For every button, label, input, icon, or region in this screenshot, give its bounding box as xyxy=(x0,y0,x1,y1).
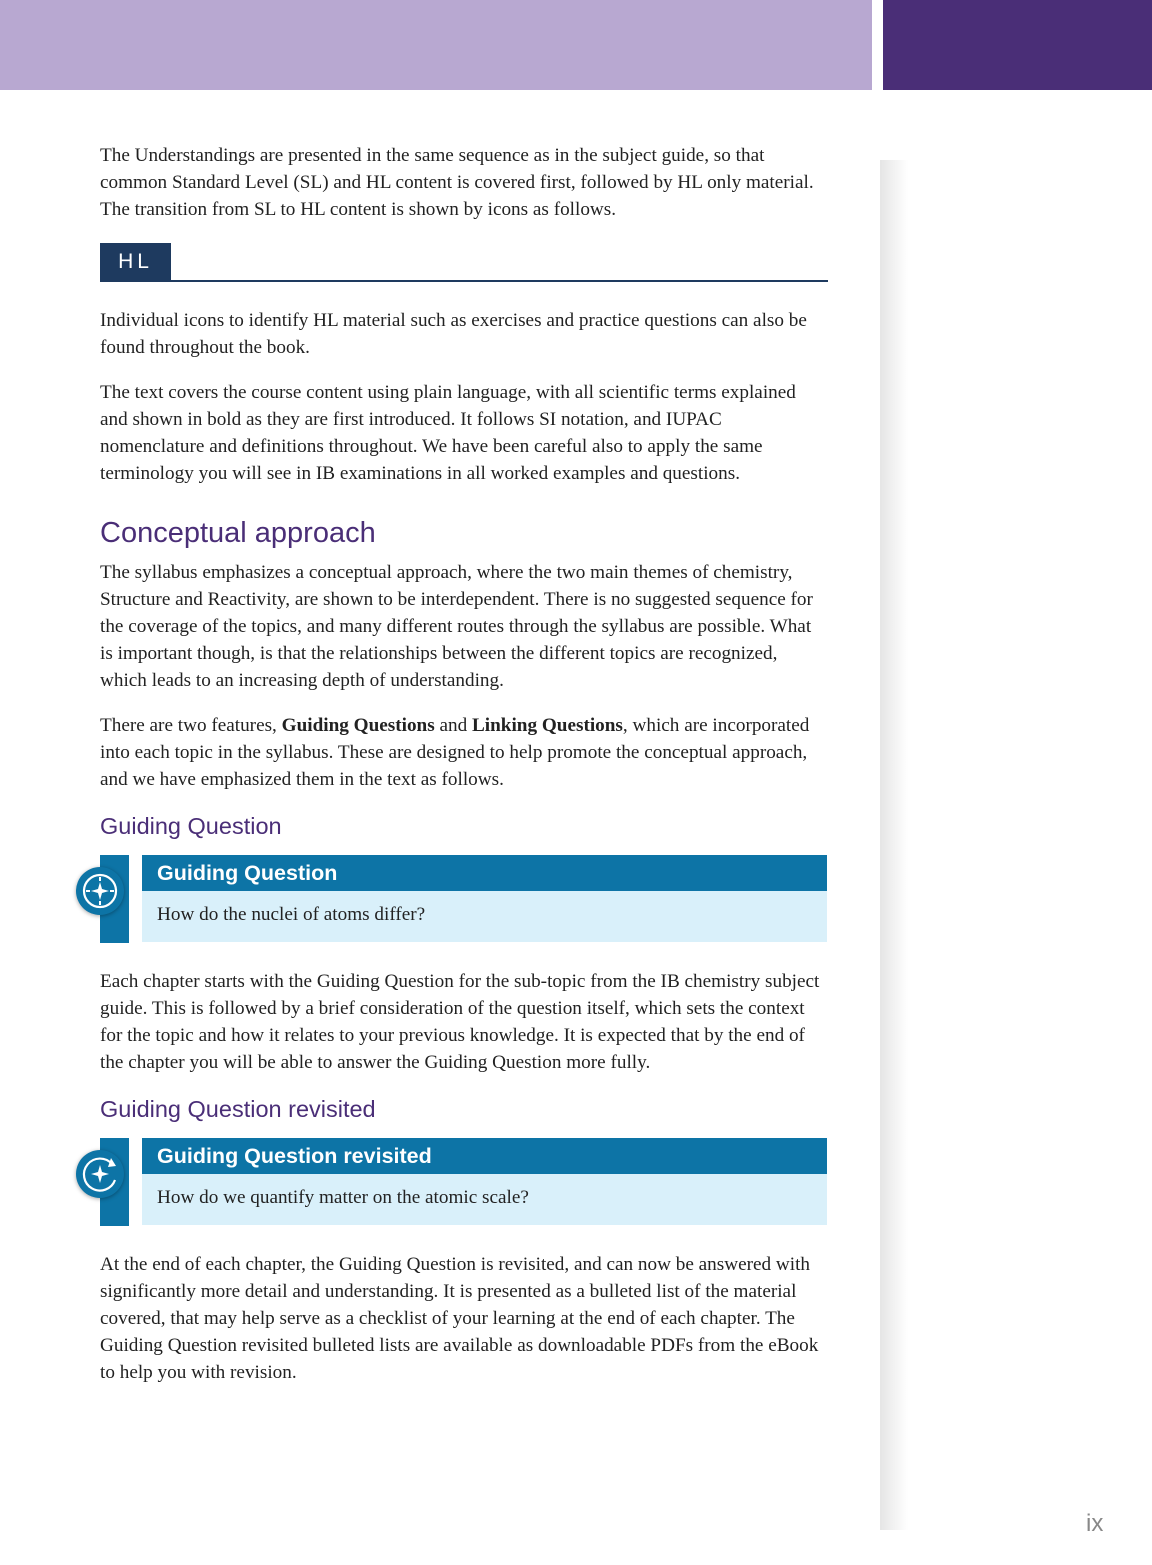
features-text-end: , which are incorporated into each topic in the syllabus. These are designed to help promote the conceptual approach, and we have emphasized them in the text as follows. xyxy=(100,715,810,790)
linking-questions-term: Linking Questions xyxy=(472,715,623,736)
compass-icon xyxy=(76,867,124,915)
compass-revisit-icon xyxy=(76,1150,124,1198)
page-number: ix xyxy=(1086,1510,1104,1537)
header-band-light xyxy=(0,0,872,90)
revisited-box-title: Guiding Question revisited xyxy=(142,1138,827,1174)
guiding-question-heading: Guiding Question xyxy=(100,813,282,839)
hl-label: HL xyxy=(100,243,171,280)
guiding-question-box-title: Guiding Question xyxy=(142,855,827,891)
revisited-box-text: How do we quantify matter on the atomic scale? xyxy=(142,1174,827,1225)
revisited-box xyxy=(100,1138,828,1226)
conceptual-heading: Conceptual approach xyxy=(100,517,376,549)
guiding-question-paragraph: Each chapter starts with the Guiding Question for the sub-topic from the IB chemistry subject guide. This is followed by a brief consideration of the question itself, which sets the context for the topic and how it relates to your previous knowledge. It is expected that by the end of the chapter you will be able to answer the Guiding Question more fully. xyxy=(100,971,820,1073)
intro-paragraph: The Understandings are presented in the same sequence as in the subject guide, so that common Standard Level (SL) and HL content is covered first, followed by HL only material. The transition from SL to HL content is shown by icons as follows. xyxy=(100,145,814,220)
conceptual-paragraph: The syllabus emphasizes a conceptual approach, where the two main themes of chemistry, Structure and Reactivity, are shown to be interdependent. There is no suggested sequence for the coverage of the topics, and many different routes through the syllabus are possible. What is important though, is that the relationships between the different topics are recognized, which leads to an increasing depth of understanding. xyxy=(100,562,813,691)
header-band-dark xyxy=(883,0,1152,90)
features-text-start: There are two features, xyxy=(100,715,282,736)
guiding-question-box-text: How do the nuclei of atoms differ? xyxy=(142,891,827,942)
terminology-paragraph: The text covers the course content using plain language, with all scientific terms explained and shown in bold as they are first introduced. It follows SI notation, and IUPAC nomenclature and definitions throughout. We have been careful also to apply the same terminology you will see in IB examinations in all worked examples and questions. xyxy=(100,382,796,484)
hl-icons-paragraph: Individual icons to identify HL material such as exercises and practice questions can also be found throughout the book. xyxy=(100,310,807,358)
page-margin-shadow xyxy=(880,160,908,1530)
features-paragraph xyxy=(100,712,828,793)
hl-divider xyxy=(100,243,828,282)
guiding-questions-term: Guiding Questions xyxy=(281,715,435,736)
page-content xyxy=(100,142,828,1386)
guiding-question-box xyxy=(100,855,828,943)
revisited-heading: Guiding Question revisited xyxy=(100,1096,376,1122)
revisited-paragraph: At the end of each chapter, the Guiding Question is revisited, and can now be answered with significantly more detail and understanding. It is presented as a bulleted list of the material covered, that may help serve as a checklist of your learning at the end of each chapter. The Guiding Question revisited bulleted lists are available as downloadable PDFs from the eBook to help you with revision. xyxy=(100,1254,819,1383)
features-text-mid: and xyxy=(434,715,472,736)
